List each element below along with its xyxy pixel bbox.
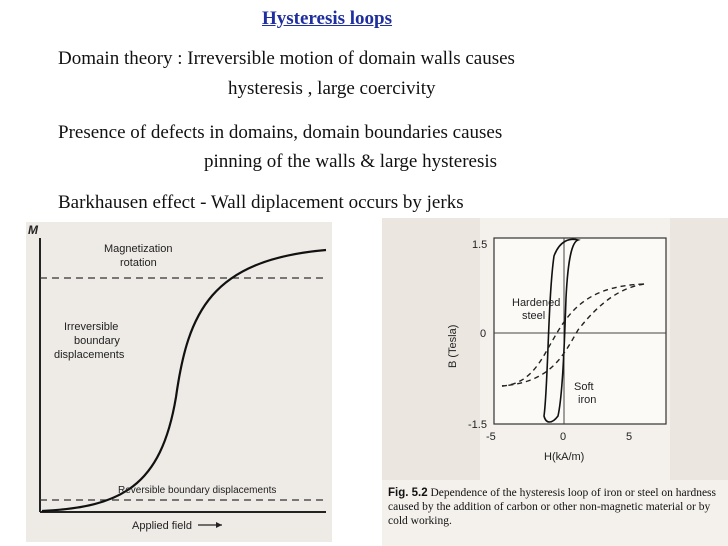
- label-hardened: Hardened: [512, 297, 561, 309]
- label-soft: Soft: [574, 381, 594, 393]
- caption-text: Dependence of the hysteresis loop of iron or steel on hardness caused by the addition of carbon or other non-magnetic material or by cold working.: [388, 487, 717, 527]
- label-displacements: displacements: [54, 349, 125, 361]
- y-tick-zero: 0: [480, 328, 487, 340]
- label-rotation: rotation: [120, 257, 157, 269]
- caption-label: Fig. 5.2: [388, 487, 428, 499]
- text-barkhausen: Barkhausen effect - Wall diplacement occurs by jerks: [58, 192, 464, 213]
- x-tick-zero: 0: [560, 431, 567, 443]
- label-reversible: Reversible boundary displacements: [118, 485, 277, 496]
- label-irreversible: Irreversible: [64, 321, 119, 333]
- x-tick-right: 5: [626, 431, 633, 443]
- y-axis-label: B (Tesla): [447, 324, 459, 368]
- y-axis-label: M: [28, 223, 38, 237]
- page-text-area-right: [670, 218, 728, 480]
- x-tick-left: -5: [486, 431, 496, 443]
- x-axis-label: Applied field: [132, 520, 192, 532]
- text-domain-theory: Domain theory : Irreversible motion of domain walls causes: [58, 48, 515, 69]
- x-axis-label: H(kA/m): [544, 451, 585, 463]
- figure-caption: [388, 486, 724, 528]
- text-domain-theory-cont: hysteresis , large coercivity: [228, 78, 436, 99]
- label-steel: steel: [522, 310, 546, 322]
- page-text-area: [382, 218, 480, 480]
- label-iron: iron: [578, 394, 597, 406]
- label-magnetization: Magnetization: [104, 243, 173, 255]
- text-defects: Presence of defects in domains, domain boundaries causes: [58, 122, 503, 143]
- y-tick-bottom: -1.5: [468, 419, 487, 431]
- label-boundary: boundary: [74, 335, 120, 347]
- text-defects-cont: pinning of the walls & large hysteresis: [204, 151, 498, 172]
- magnetization-curve-figure: [26, 222, 332, 542]
- y-tick-top: 1.5: [472, 239, 488, 251]
- slide-title: Hysteresis loops: [262, 8, 393, 29]
